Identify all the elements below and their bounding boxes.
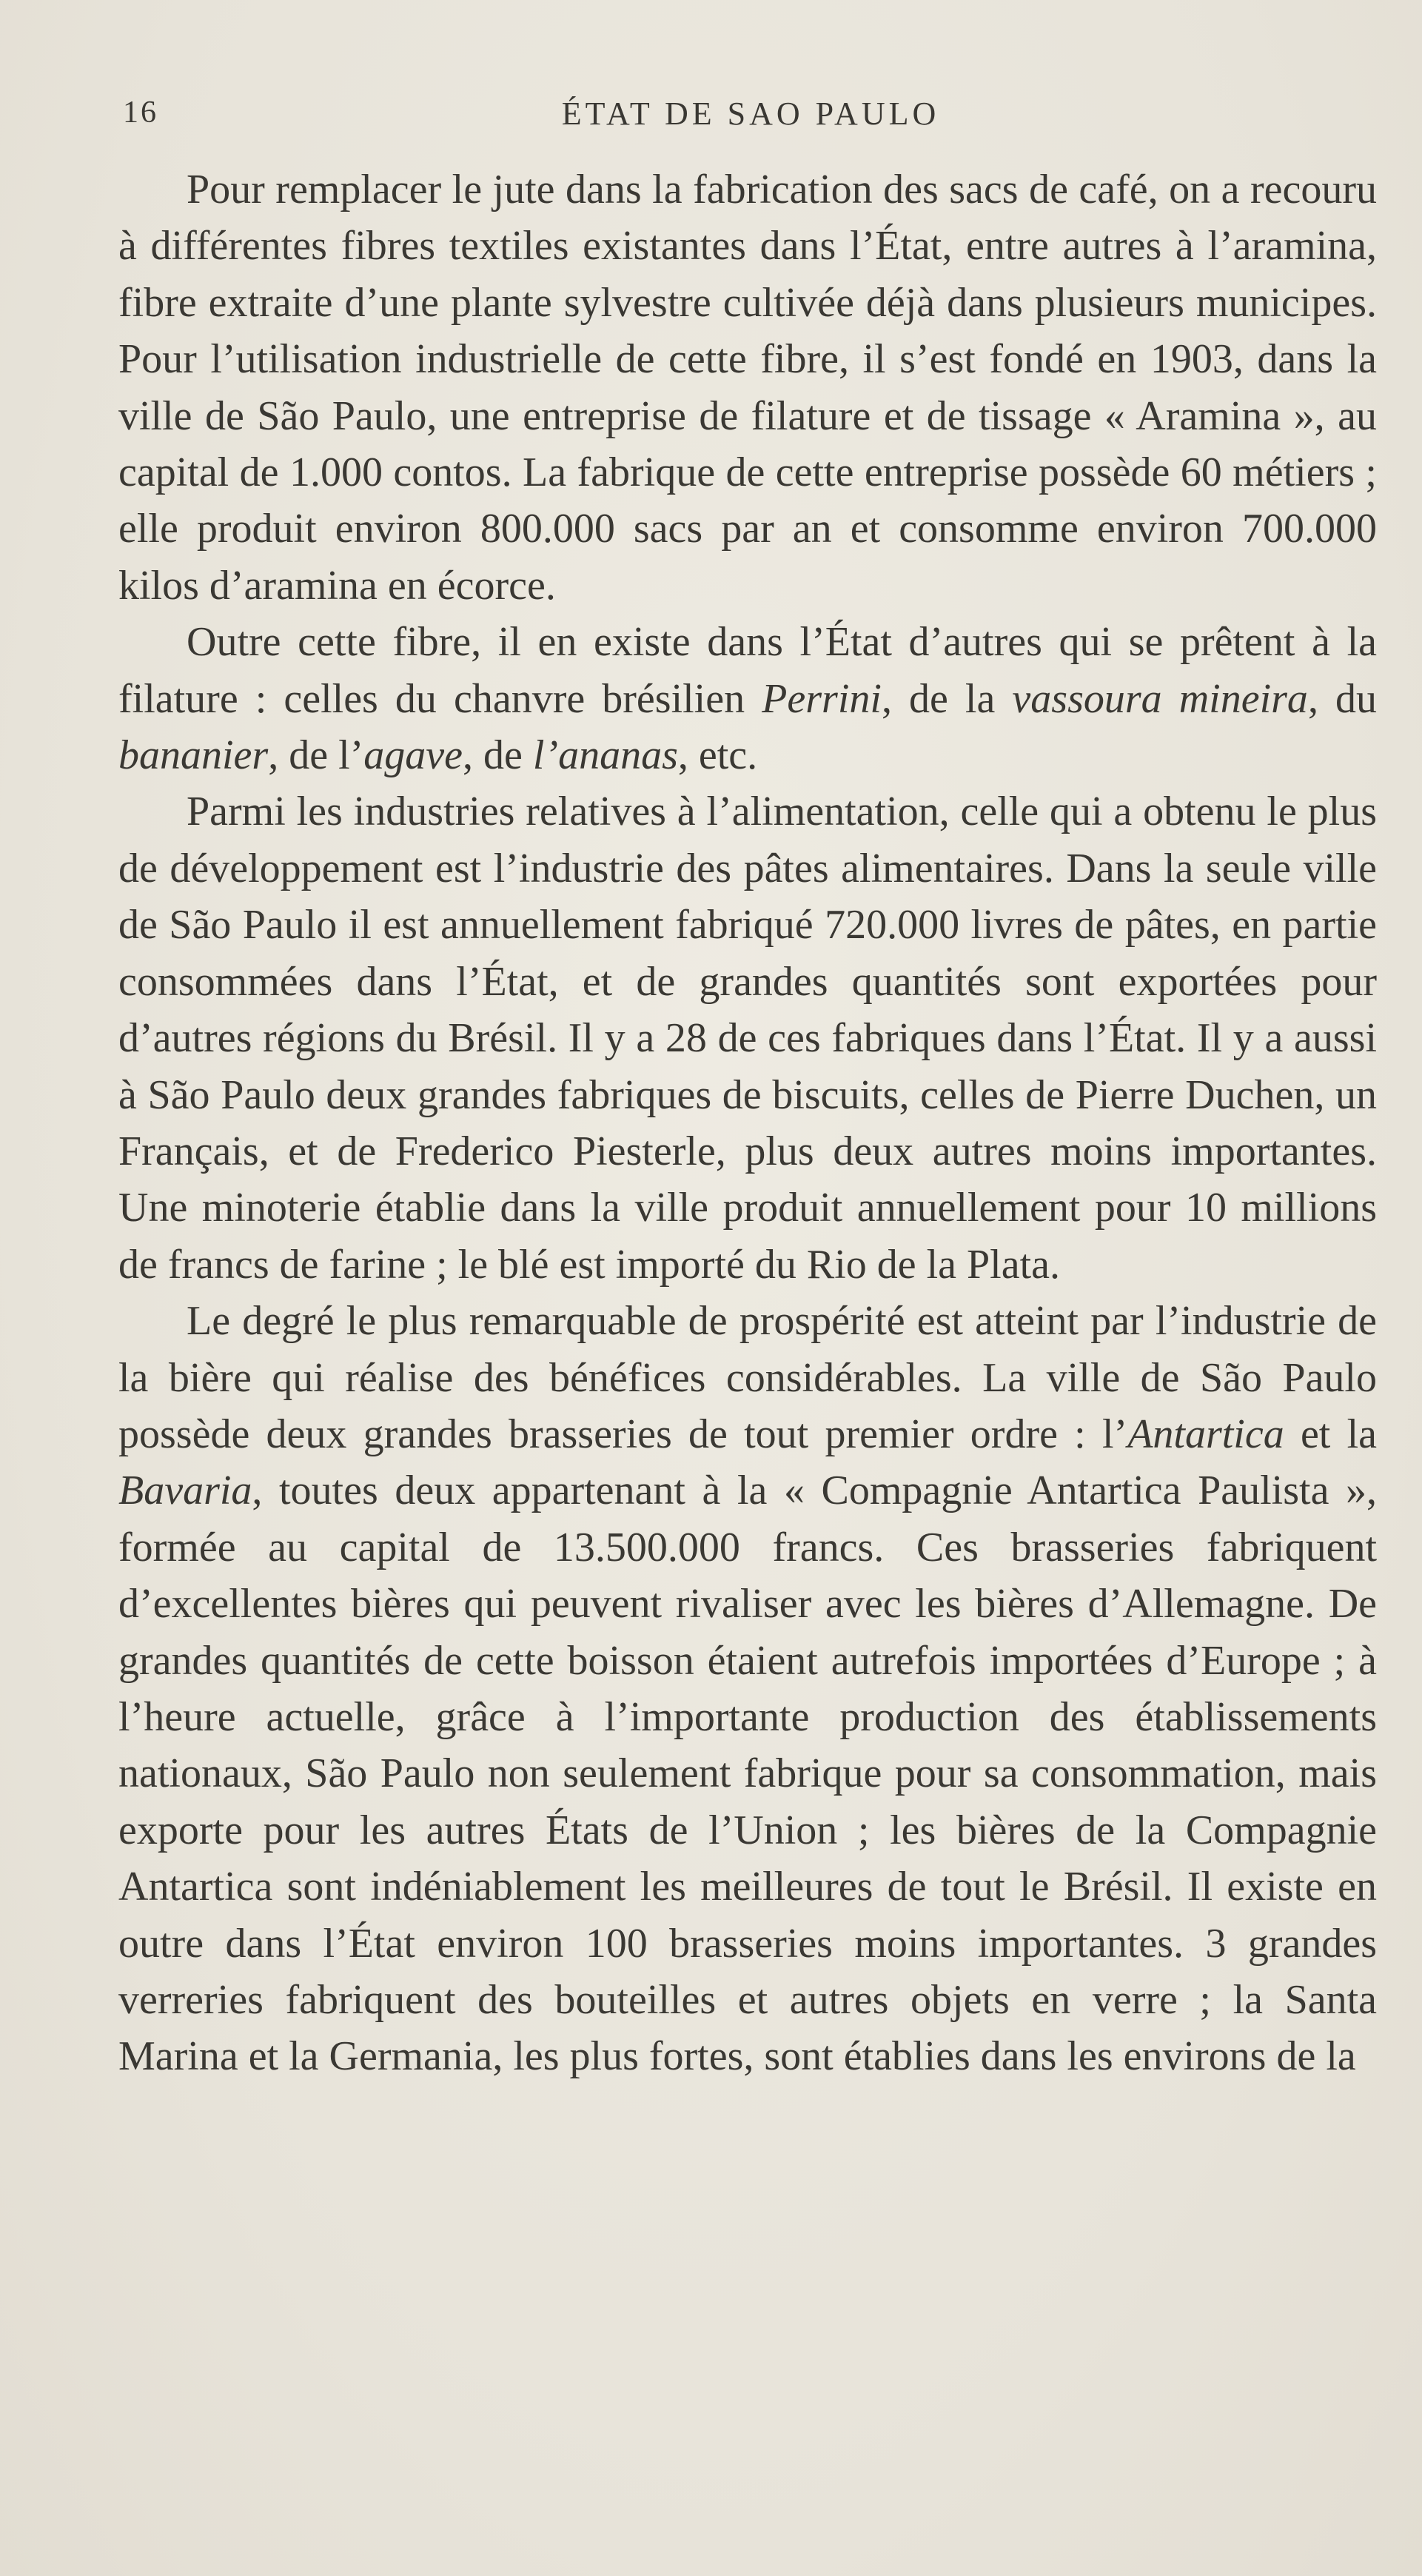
- paragraph-text: , etc.: [677, 732, 758, 779]
- paragraph: [118, 614, 1377, 783]
- italic-term: bananier: [118, 732, 269, 779]
- paragraph-text: Pour remplacer le jute dans la fabrication des sacs de café, on a recouru à différentes fibres textiles existantes dans l’État, entre autres à l’aramina, fibre extraite d’une plante sylvestre cultivée déjà dans plusieurs municipes. Pour l’utilisation industrielle de cette fibre, il s’est fondé en 1903, dans la ville de São Paulo, une entreprise de filature et de tissage « Aramina », au capital de 1.000 contos. La fabrique de cette entreprise possède 60 métiers ; elle produit environ 800.000 sacs par an et consomme environ 700.000 kilos d’aramina en écorce.: [118, 167, 1377, 609]
- page-number: 16: [123, 96, 158, 130]
- body-text: [118, 161, 1377, 2085]
- italic-term: agave: [363, 732, 463, 779]
- paragraph-text: , de la: [881, 675, 1013, 722]
- paragraph-text: , de: [463, 732, 533, 779]
- italic-term: l’ananas: [532, 732, 678, 779]
- paragraph: [118, 161, 1377, 614]
- italic-term: Antartica: [1127, 1411, 1284, 1457]
- italic-term: Bavaria: [118, 1468, 252, 1514]
- running-title: ÉTAT DE SAO PAULO: [561, 96, 940, 132]
- paragraph-text: , de l’: [268, 732, 364, 779]
- page-header: [123, 95, 1378, 142]
- italic-term: Perrini: [762, 675, 882, 722]
- paragraph-text: Outre cette fibre, il en existe dans l’État d’autres qui se prêtent à la filature : celles du chanvre brésilien: [118, 619, 1377, 722]
- paragraph-text: Parmi les industries relatives à l’alimentation, celle qui a obtenu le plus de développement est l’industrie des pâtes alimentaires. Dans la seule ville de São Paulo il est annuellement fabriqué 720.000 livres de pâtes, en partie consommées dans l’État, et de grandes quantités sont exportées pour d’autres régions du Brésil. Il y a 28 de ces fabriques dans l’État. Il y a aussi à São Paulo deux grandes fabriques de biscuits, celles de Pierre Duchen, un Français, et de Frederico Piesterle, plus deux autres moins importantes. Une minoterie établie dans la ville produit annuellement pour 10 millions de francs de farine ; le blé est importé du Rio de la Plata.: [118, 789, 1377, 1288]
- italic-term: vassoura mineira: [1012, 675, 1308, 722]
- paragraph: [118, 1293, 1377, 2085]
- paragraph-text: , toutes deux appartenant à la « Compagnie Antartica Paulista », formée au capital de 13.500.000 francs. Ces brasseries fabriquent d’excellentes bières qui peuvent rivaliser avec les bières d’Allemagne. De grandes quantités de cette boisson étaient autrefois importées d’Europe ; à l’heure actuelle, grâce à l’importante production des établissements nationaux, São Paulo non seulement fabrique pour sa consommation, mais exporte pour les autres États de l’Union ; les bières de la Compagnie Antartica sont indéniablement les meilleures de tout le Brésil. Il existe en outre dans l’État environ 100 brasseries moins importantes. 3 grandes verreries fabriquent des bouteilles et autres objets en verre ; la Santa Marina et la Germania, les plus fortes, sont établies dans les environs de la: [118, 1468, 1377, 2080]
- paragraph-text: Le degré le plus remarquable de prospérité est atteint par l’industrie de la bière qui réalise des bénéfices considérables. La ville de São Paulo possède deux grandes brasseries de tout premier ordre : l’: [118, 1298, 1377, 1457]
- paragraph: [118, 783, 1377, 1293]
- paragraph-text: et la: [1284, 1411, 1378, 1457]
- paragraph-text: , du: [1307, 675, 1378, 722]
